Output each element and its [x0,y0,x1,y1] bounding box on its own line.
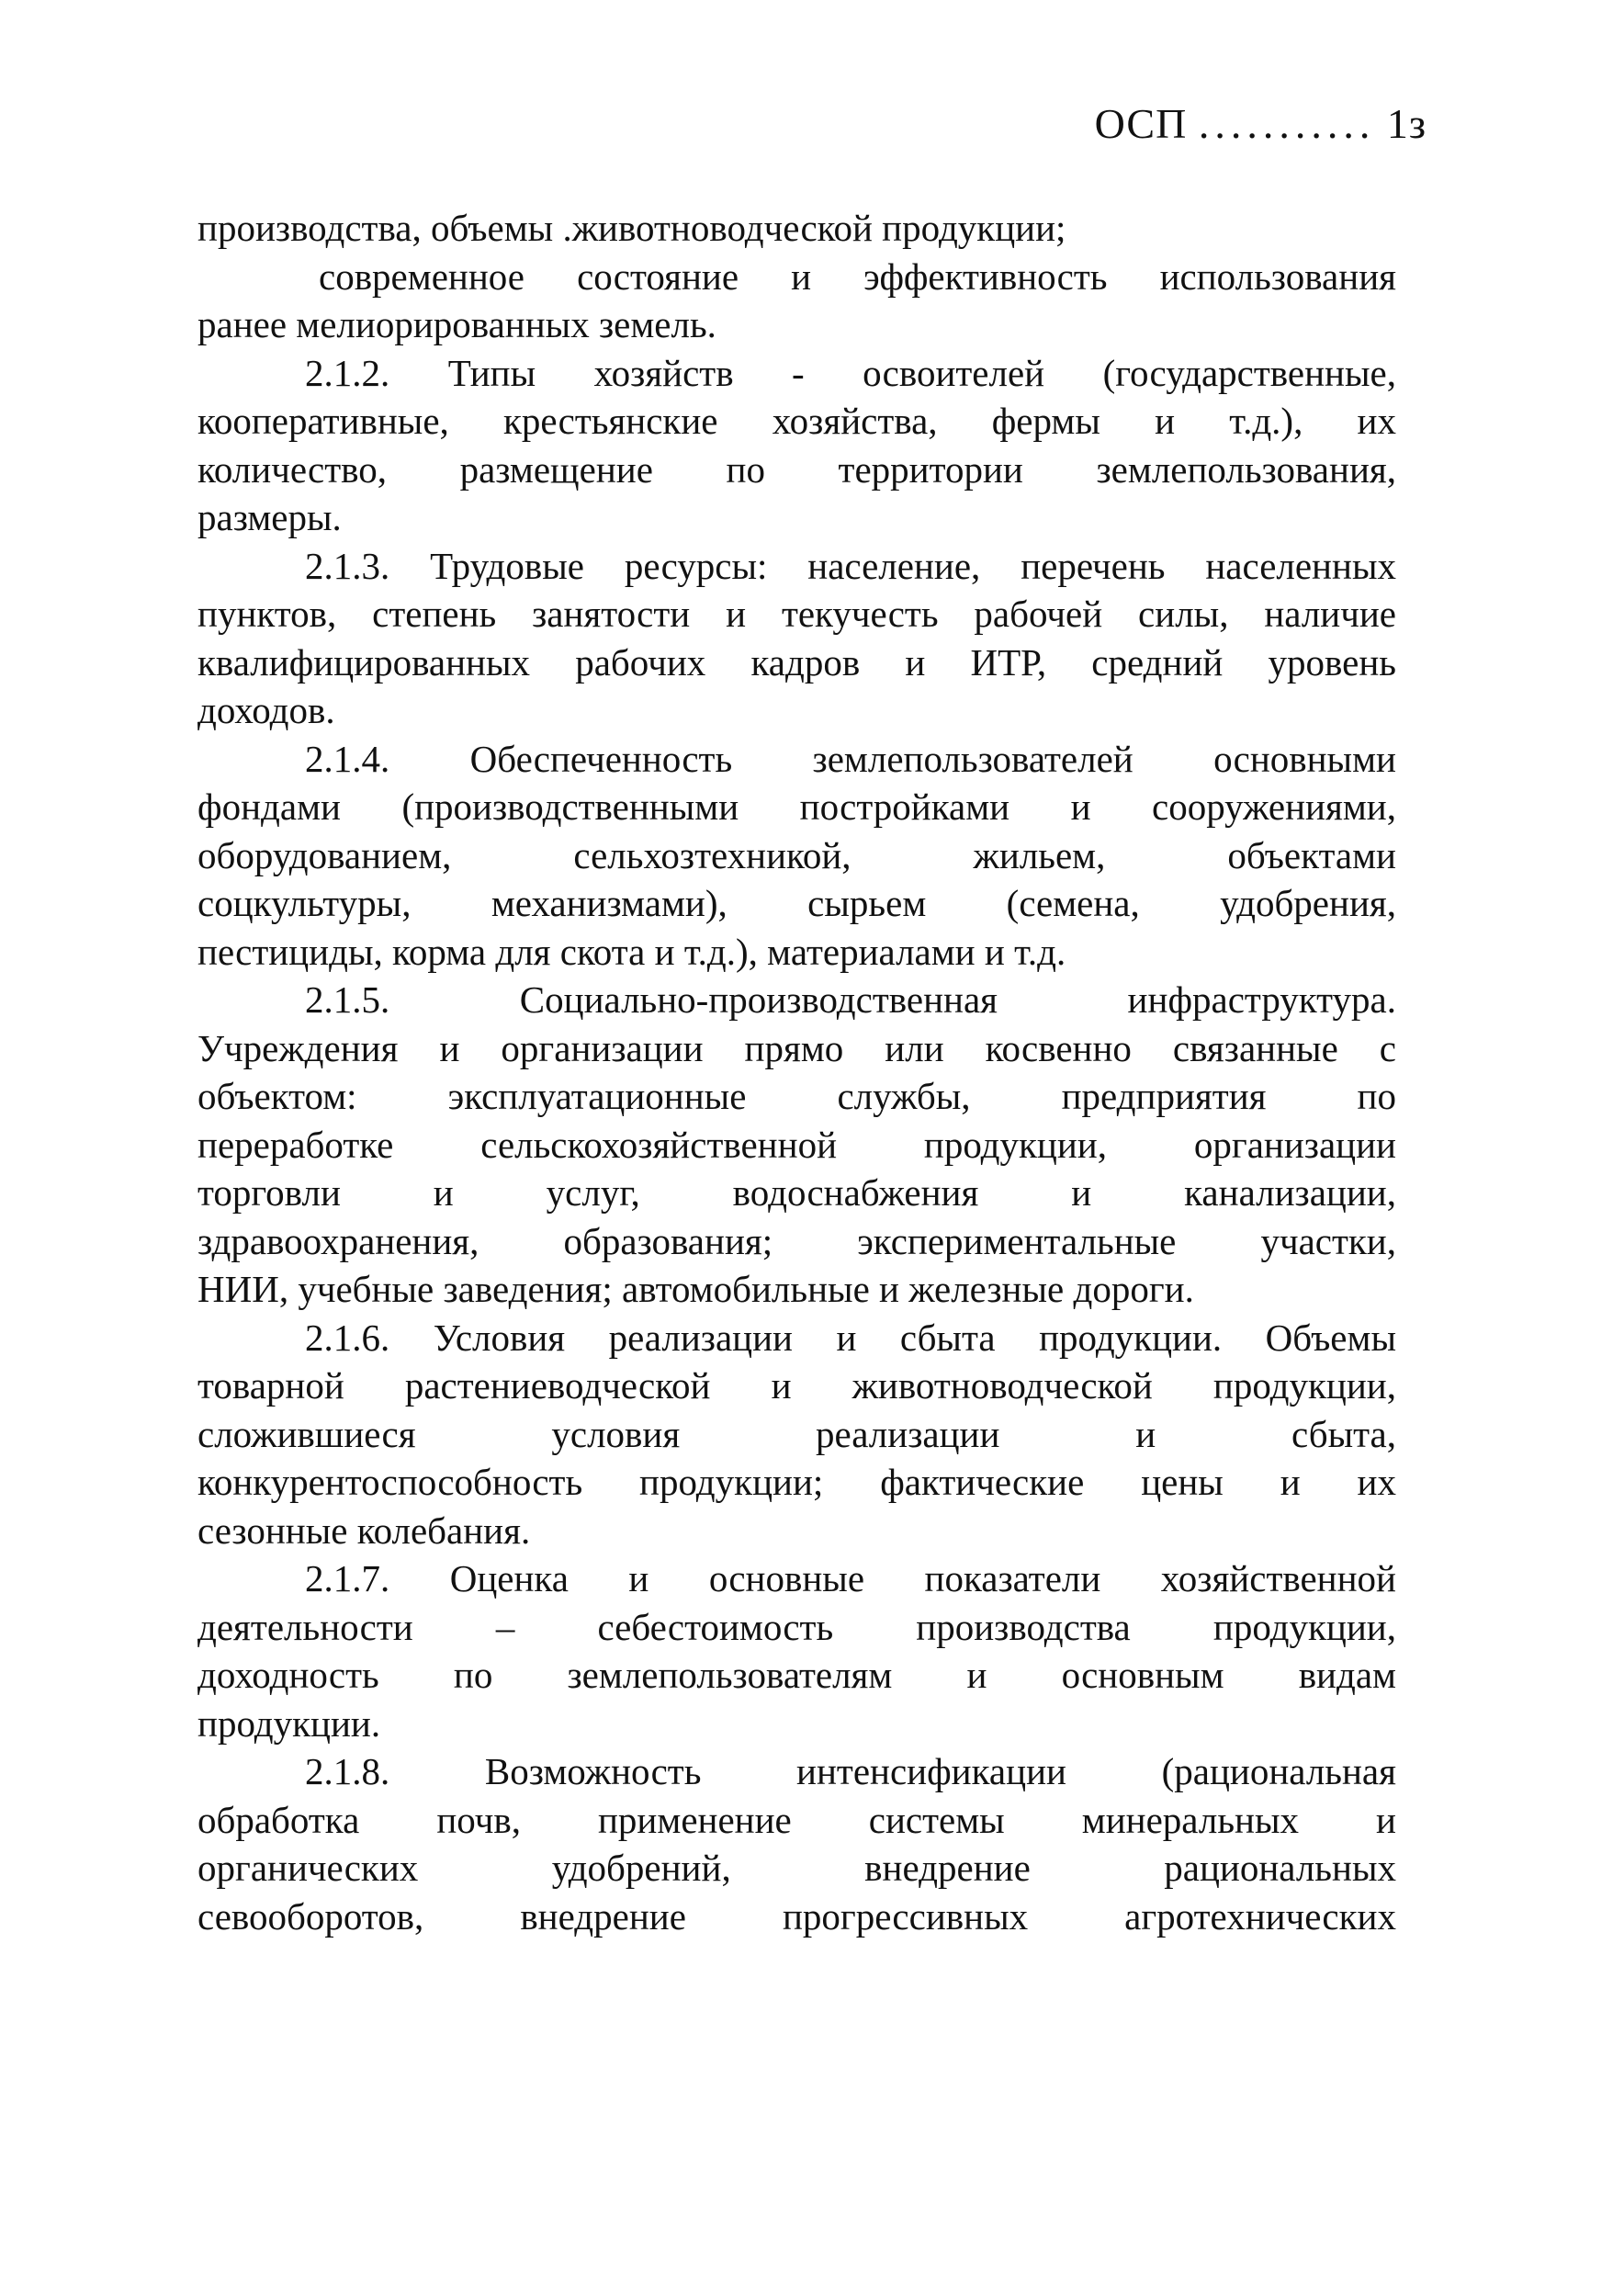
document-body [197,204,1396,1940]
text-line: товарной растениеводческой и животноводческой продукции, [197,1364,1396,1407]
section-heading-line: 2.1.5. Социально-производственная инфраструктура. [305,978,1396,1021]
section-heading-line: 2.1.7. Оценка и основные показатели хозяйственной [305,1557,1396,1599]
text-line: здравоохранения, образования; экспериментальные участки, [197,1219,1396,1262]
text-line: сезонные колебания. [197,1509,531,1552]
text-line: кооперативные, крестьянские хозяйства, фермы и т.д.), их [197,400,1396,442]
text-line: продукции. [197,1701,381,1745]
text-line: торговли и услуг, водоснабжения и канализации, [197,1171,1396,1214]
text-line: севооборотов, внедрение прогрессивных агротехнических [197,1894,1396,1938]
text-line: органических удобрений, внедрение рациональных [197,1847,1396,1889]
text-line: пестициды, корма для скота и т.д.), материалами и т.д. [197,930,1066,973]
text-line: НИИ, учебные заведения; автомобильные и железные дороги. [197,1268,1194,1310]
text-line: доходов. [197,689,335,731]
text-line: квалифицированных рабочих кадров и ИТР, средний уровень [197,640,1396,684]
text-line: соцкультуры, механизмами), сырьем (семена, удобрения, [197,882,1396,924]
text-line: деятельности – себестоимость производства продукции, [197,1605,1396,1648]
section-heading-line: 2.1.8. Возможность интенсификации (рациональная [305,1750,1396,1792]
text-line: фондами (производственными постройками и сооружениями, [197,785,1396,828]
text-line: обработка почв, применение системы минеральных и [197,1798,1396,1841]
text-line: переработке сельскохозяйственной продукции, организации [197,1123,1396,1166]
text-line: современное состояние и эффективность использования [319,254,1396,298]
text-line: сложившиеся условия реализации и сбыта, [197,1412,1396,1455]
page-header [1095,99,1427,148]
text-line: количество, размещение по территории землепользования, [197,447,1396,491]
text-line: производства, объемы .животноводческой продукции; [197,207,1066,249]
text-line: объектом: эксплуатационные службы, предприятия по [197,1075,1396,1117]
text-line: доходность по землепользователям и основным видам [197,1654,1396,1696]
text-line: Учреждения и организации прямо или косвенно связанные с [197,1026,1396,1069]
text-line: размеры. [197,496,342,538]
section-heading-line: 2.1.2. Типы хозяйств - освоителей (государственные, [305,351,1396,394]
text-line: конкурентоспособность продукции; фактические цены и их [197,1461,1396,1503]
leader-dots: ........... [1198,100,1376,147]
text-line: оборудованием, сельхозтехникой, жильем, объектами [197,833,1396,876]
document-code: ОСП [1094,100,1188,147]
section-heading-line: 2.1.4. Обеспеченность землепользователей основными [305,737,1396,780]
text-line: пунктов, степень занятости и текучесть рабочей силы, наличие [197,593,1396,635]
section-heading-line: 2.1.6. Условия реализации и сбыта продукции. Объемы [305,1316,1396,1359]
section-heading-line: 2.1.3. Трудовые ресурсы: население, перечень населенных [305,544,1396,587]
page-number: 1з [1386,100,1427,147]
text-line: ранее мелиорированных земель. [197,303,716,345]
